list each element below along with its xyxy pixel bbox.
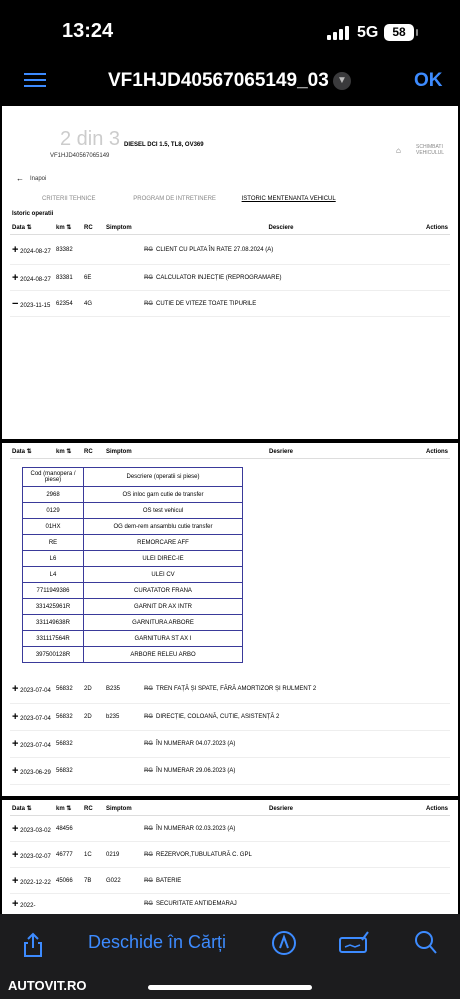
table-row[interactable]	[10, 291, 450, 317]
row-description: REZERVOR,TUBULATURĂ C. GPL	[156, 851, 252, 858]
row-description: DIRECȚIE, COLOANĂ, CUTIE, ASISTENȚĂ 2	[156, 713, 280, 720]
col-rc: RC	[82, 802, 104, 816]
col-actions: Actions	[420, 221, 450, 235]
rg-tag: RG	[144, 767, 153, 774]
row-rc: 7B	[82, 868, 104, 894]
col-date[interactable]: Data	[12, 806, 26, 812]
row-symptom	[104, 894, 142, 915]
row-rc: 1C	[82, 842, 104, 868]
rg-tag: RG	[144, 877, 153, 884]
ok-button[interactable]: OK	[414, 70, 443, 91]
row-date: 2023-06-29	[20, 769, 51, 776]
col-actions: Actions	[420, 445, 450, 459]
markup-icon[interactable]	[271, 930, 297, 961]
operations-table: Data ⇅ km ⇅ RC Simptom Desciere Actions + 2024-08-27 83382 RG CLIENT CU PLATA ÎN RATE 27.08.2024 (A) + 2024-08-27 83381 6E RG CALCULATOR INJECȚIE (REPROGRAMARE) − 2023-11-15 62354 4G RG CUTIE DE VITEZE TOATE TIPURILE	[10, 221, 450, 317]
expand-icon[interactable]: +	[12, 764, 19, 777]
details-row: 397500128R ARBORE RELEU ARBO	[23, 647, 243, 663]
row-km: 56832	[54, 757, 82, 784]
tab-maintenance-program[interactable]: PROGRAM DE INTRETINERE	[133, 196, 216, 202]
row-symptom: B235	[104, 675, 142, 703]
pdf-page-3	[2, 800, 458, 914]
rg-tag: RG	[144, 713, 153, 720]
details-row: L4 ULEI CV	[23, 567, 243, 583]
rg-tag: RG	[144, 246, 153, 253]
col-description: Desriere	[142, 802, 420, 816]
tab-technical-criteria[interactable]: CRITERII TEHNICE	[42, 196, 96, 202]
rg-tag: RG	[144, 300, 153, 307]
operations-table	[10, 675, 450, 785]
row-description: CLIENT CU PLATA ÎN RATE 27.08.2024 (A)	[156, 246, 274, 253]
row-rc: 2D	[82, 703, 104, 730]
row-rc: 6E	[82, 265, 104, 291]
row-date: 2023-07-04	[20, 715, 51, 722]
row-symptom	[104, 291, 142, 317]
car-icon: ⌂	[396, 146, 401, 155]
table-row[interactable]	[10, 842, 450, 868]
expand-icon[interactable]: +	[12, 822, 19, 835]
row-date: 2023-03-02	[20, 827, 51, 834]
row-symptom: G022	[104, 868, 142, 894]
row-description: BATERIE	[156, 877, 182, 884]
row-rc	[82, 730, 104, 757]
expand-icon[interactable]: +	[12, 874, 19, 887]
search-icon[interactable]	[414, 930, 438, 961]
expand-icon[interactable]: +	[12, 848, 19, 861]
col-symptom: Simptom	[104, 221, 142, 235]
battery-icon: 58	[384, 24, 414, 41]
tab-bar	[42, 196, 336, 202]
open-in-books-button[interactable]: Deschide în Cărți	[88, 932, 227, 952]
expand-icon[interactable]: +	[12, 737, 19, 750]
row-description: ÎN NUMERAR 04.07.2023 (A)	[156, 740, 236, 747]
row-date: 2023-07-04	[20, 742, 51, 749]
row-rc	[82, 757, 104, 784]
status-time: 13:24	[62, 20, 114, 42]
rg-tag: RG	[144, 901, 153, 907]
table-row[interactable]	[10, 265, 450, 291]
expand-icon[interactable]: +	[12, 898, 19, 910]
col-description: Desciere	[142, 221, 420, 235]
section-title: Istoric operatii	[12, 211, 54, 217]
col-actions: Actions	[420, 802, 450, 816]
col-km[interactable]: km	[56, 449, 65, 455]
details-row: L6 ULEI DIREC-IE	[23, 551, 243, 567]
page-indicator: 2 din 3	[60, 128, 121, 150]
rg-tag: RG	[144, 851, 153, 858]
row-description: CALCULATOR INJECȚIE (REPROGRAMARE)	[156, 274, 282, 281]
details-row: 0129 OS test vehicul	[23, 503, 243, 519]
row-symptom	[104, 816, 142, 842]
details-row: 331425961R GARNIT DR AX INTR	[23, 599, 243, 615]
table-row[interactable]	[10, 235, 450, 265]
row-km: 62354	[54, 291, 82, 317]
table-row[interactable]	[10, 703, 450, 730]
back-link[interactable]: Inapoi	[30, 176, 47, 182]
change-vehicle-link[interactable]: SCHIMBATI VEHICULUL	[416, 144, 445, 156]
col-km[interactable]: km	[56, 225, 65, 231]
home-indicator[interactable]	[148, 985, 312, 990]
details-row: 2968 OS inloc garn cutie de transfer	[23, 487, 243, 503]
signature-icon[interactable]	[338, 930, 370, 959]
col-description: Desriere	[142, 445, 420, 459]
rg-tag: RG	[144, 740, 153, 747]
details-header-row: Cod (manopera / piese) Descriere (operatii si piese)	[23, 468, 243, 487]
expand-icon[interactable]: +	[12, 243, 19, 256]
row-km: 56832	[54, 730, 82, 757]
row-km: 46777	[54, 842, 82, 868]
col-date[interactable]: Data	[12, 449, 26, 455]
back-arrow-icon[interactable]: ←	[16, 174, 24, 183]
row-rc	[82, 894, 104, 915]
row-date: 2024-08-27	[20, 276, 51, 283]
details-row: RE REMORCARE AFF	[23, 535, 243, 551]
row-km: 56832	[54, 675, 82, 703]
row-date: 2023-02-07	[20, 853, 51, 860]
col-rc: RC	[82, 445, 104, 459]
table-row[interactable]	[10, 757, 450, 784]
row-km: 48456	[54, 816, 82, 842]
document-title[interactable]: VF1HJD40567065149_03	[108, 70, 329, 91]
row-rc: 2D	[82, 675, 104, 703]
expand-icon[interactable]: +	[12, 271, 19, 284]
row-symptom: b235	[104, 703, 142, 730]
operation-details-table	[22, 467, 243, 663]
nav-bar	[0, 66, 460, 106]
pdf-page-1	[2, 106, 458, 439]
row-km: 45066	[54, 868, 82, 894]
row-date: 2022-12-22	[20, 879, 51, 886]
col-symptom: Simptom	[104, 802, 142, 816]
signal-icon	[327, 26, 349, 40]
details-row: 331149638R GARNITURA ARBORE	[23, 615, 243, 631]
operations-table-header: Data ⇅ km ⇅ RC Simptom Desriere Actions	[10, 445, 450, 459]
row-symptom	[104, 235, 142, 265]
col-km[interactable]: km	[56, 806, 65, 812]
row-date: 2022-	[20, 903, 36, 909]
col-date[interactable]: Data	[12, 225, 26, 231]
table-row[interactable]	[10, 894, 450, 915]
collapse-icon[interactable]: −	[12, 297, 19, 310]
row-description: ÎN NUMERAR 02.03.2023 (A)	[156, 825, 236, 832]
row-date: 2023-07-04	[20, 687, 51, 694]
row-symptom: 0219	[104, 842, 142, 868]
expand-icon[interactable]: +	[12, 710, 19, 723]
tab-maintenance-history[interactable]: ISTORIC MENTENANTA VEHICUL	[241, 196, 336, 202]
row-description: TREN FAȚĂ ȘI SPATE, FĂRĂ AMORTIZOR ȘI RULMENT 2	[156, 685, 317, 692]
table-row[interactable]	[10, 816, 450, 842]
row-km	[54, 894, 82, 915]
network-type: 5G	[357, 24, 379, 41]
details-row: 7711949386 CURATATOR FRANA	[23, 583, 243, 599]
table-row[interactable]	[10, 675, 450, 703]
row-date: 2024-08-27	[20, 248, 51, 255]
row-symptom	[104, 757, 142, 784]
vehicle-vin: VF1HJD40567065149	[50, 153, 110, 159]
row-description: ÎN NUMERAR 29.06.2023 (A)	[156, 767, 236, 774]
vehicle-name: DIESEL DCI 1.5, TL8, OV369	[124, 142, 204, 148]
row-km: 83381	[54, 265, 82, 291]
details-row: 331117564R GARNITURA ST AX I	[23, 631, 243, 647]
row-km: 83382	[54, 235, 82, 265]
col-symptom: Simptom	[104, 445, 142, 459]
rg-tag: RG	[144, 685, 153, 692]
chevron-down-icon[interactable]: ▼	[333, 72, 351, 90]
row-symptom	[104, 730, 142, 757]
col-rc: RC	[82, 221, 104, 235]
operations-table: Data ⇅ km ⇅ RC Simptom Desriere Actions + 2023-03-02 48456 RG ÎN NUMERAR 02.03.2023 (A) + 2023-02-07 46777 1C 0219 RG REZERVOR,TUBULATURĂ C. GPL + 2022-12-22 45066 7B G022 RG BATERIE + 2022- RG SECURITATE ANTIDEMARAJ	[10, 802, 450, 914]
row-description: SECURITATE ANTIDEMARAJ	[156, 901, 237, 907]
watermark-logo: AUTOVIT.RO	[8, 978, 87, 993]
details-row: 01HX OG dem-rem ansamblu cutie transfer	[23, 519, 243, 535]
pdf-page-2	[2, 443, 458, 796]
row-rc	[82, 235, 104, 265]
status-bar	[0, 0, 460, 66]
row-km: 56832	[54, 703, 82, 730]
row-rc	[82, 816, 104, 842]
row-rc: 4G	[82, 291, 104, 317]
expand-icon[interactable]: +	[12, 682, 19, 695]
row-description: CUTIE DE VITEZE TOATE TIPURILE	[156, 300, 257, 307]
rg-tag: RG	[144, 274, 153, 281]
share-icon[interactable]	[22, 932, 44, 963]
row-date: 2023-11-15	[20, 302, 51, 309]
row-symptom	[104, 265, 142, 291]
table-row[interactable]	[10, 730, 450, 757]
list-menu-icon[interactable]	[24, 71, 46, 89]
table-row[interactable]	[10, 868, 450, 894]
rg-tag: RG	[144, 825, 153, 832]
